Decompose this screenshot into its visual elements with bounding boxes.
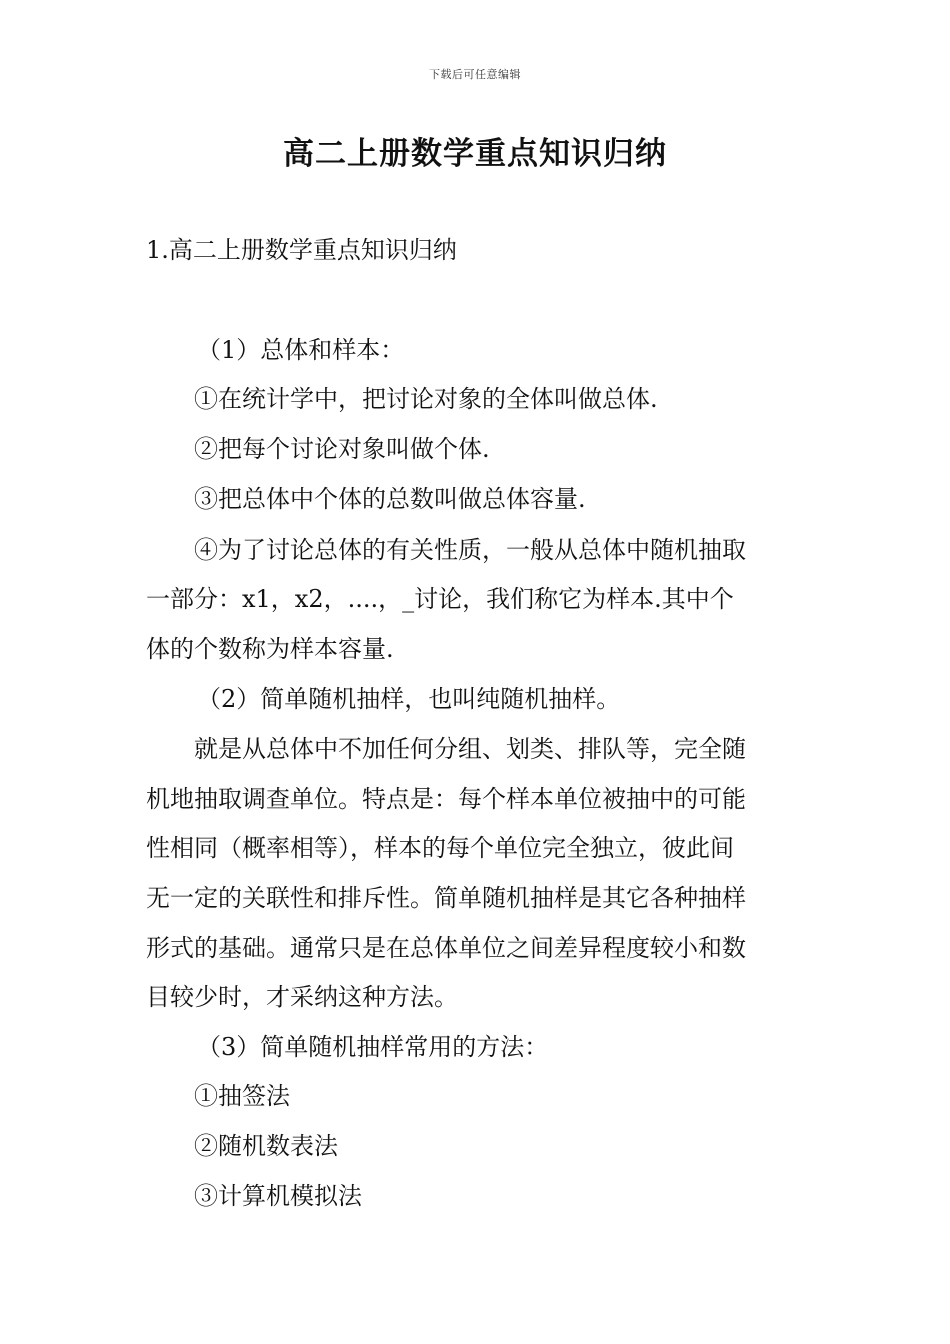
paragraph-line: 体的个数称为样本容量. — [146, 635, 394, 663]
page-header-note: 下载后可任意编辑 — [429, 68, 521, 81]
list-item: ①抽签法 — [194, 1082, 290, 1110]
list-item: ②把每个讨论对象叫做个体. — [194, 435, 490, 463]
paragraph-line: ④为了讨论总体的有关性质，一般从总体中随机抽取 — [194, 536, 746, 564]
paragraph-line: 形式的基础。通常只是在总体单位之间差异程度较小和数 — [146, 934, 746, 962]
list-item: ③把总体中个体的总数叫做总体容量. — [194, 485, 586, 513]
list-item: ③计算机模拟法 — [194, 1182, 362, 1210]
section-heading: 1.高二上册数学重点知识归纳 — [146, 236, 457, 264]
subsection-heading-simple-random-sampling: （2）简单随机抽样，也叫纯随机抽样。 — [197, 685, 621, 713]
paragraph-line: 机地抽取调查单位。特点是：每个样本单位被抽中的可能 — [146, 785, 746, 813]
list-item: ①在统计学中，把讨论对象的全体叫做总体. — [194, 385, 658, 413]
paragraph-line: 目较少时，才采纳这种方法。 — [146, 983, 458, 1011]
paragraph-line: 无一定的关联性和排斥性。简单随机抽样是其它各种抽样 — [146, 884, 746, 912]
document-title: 高二上册数学重点知识归纳 — [283, 136, 667, 172]
subsection-heading-sampling-methods: （3）简单随机抽样常用的方法： — [197, 1033, 549, 1061]
paragraph-line: 性相同（概率相等），样本的每个单位完全独立，彼此间 — [146, 834, 734, 862]
subsection-heading-population-sample: （1）总体和样本： — [197, 336, 405, 364]
list-item: ②随机数表法 — [194, 1132, 338, 1160]
paragraph-line: 就是从总体中不加任何分组、划类、排队等，完全随 — [194, 735, 746, 763]
paragraph-line: 一部分：x1，x2，....，_讨论，我们称它为样本.其中个 — [146, 585, 734, 613]
